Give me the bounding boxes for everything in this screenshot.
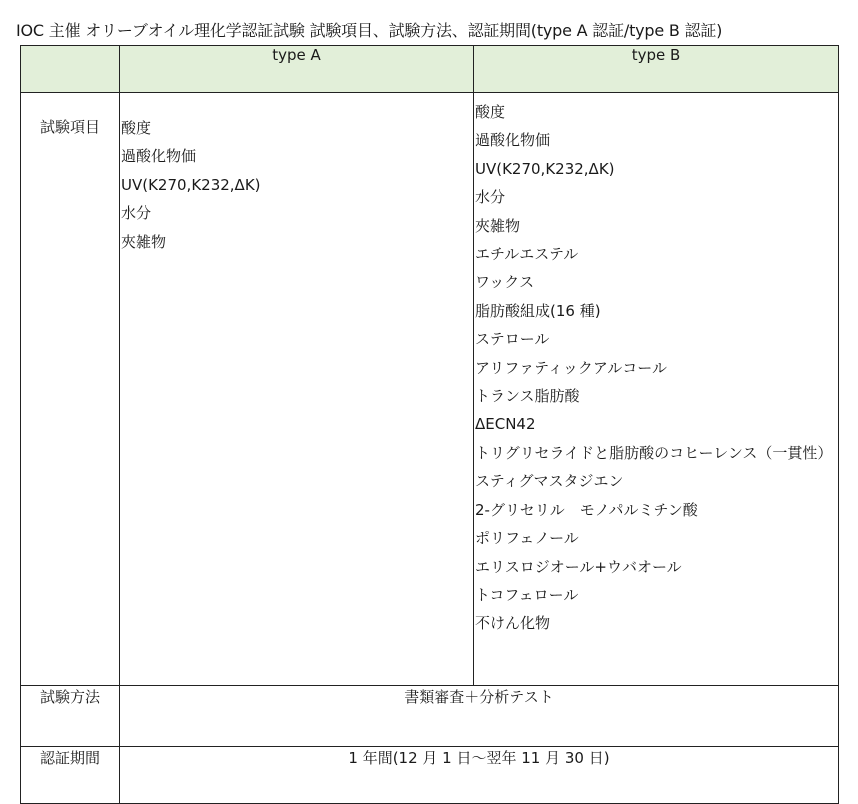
test-method-label: 試験方法 — [21, 686, 120, 747]
type-a-items-cell — [120, 93, 474, 686]
test-items-label: 試験項目 — [21, 93, 120, 686]
type-b-test-item: 2-グリセリル モノパルミチン酸 — [475, 500, 698, 519]
type-b-test-item: 水分 — [475, 188, 506, 207]
test-method-value: 書類審査＋分析テスト — [120, 686, 839, 747]
type-b-test-item: 脂肪酸組成(16 種) — [475, 301, 601, 320]
type-b-test-item: 酸度 — [475, 103, 506, 121]
type-a-test-item: 過酸化物価 — [121, 147, 197, 166]
type-b-test-item: トリグリセライドと脂肪酸のコヒーレンス（一貫性） — [475, 443, 833, 462]
type-a-test-item: 夾雑物 — [121, 232, 167, 251]
type-b-test-item: 過酸化物価 — [475, 131, 551, 150]
type-a-test-item: UV(K270,K232,ΔK) — [121, 175, 261, 194]
test-method-row — [21, 686, 839, 747]
certification-period-value: 1 年間(12 月 1 日～翌年 11 月 30 日) — [120, 747, 839, 804]
type-b-test-item: 夾雑物 — [475, 216, 521, 235]
type-b-test-item: 不けん化物 — [475, 614, 551, 633]
type-b-items-cell — [474, 93, 839, 686]
type-b-test-item: エリスロジオール+ウバオール — [475, 557, 682, 576]
test-items-row — [21, 93, 839, 686]
type-b-test-item: ステロール — [475, 330, 550, 349]
type-b-test-item: UV(K270,K232,ΔK) — [475, 159, 615, 178]
type-b-item-list — [474, 98, 838, 638]
type-b-test-item: トランス脂肪酸 — [475, 387, 580, 406]
type-b-test-item: アリファティックアルコール — [475, 358, 668, 377]
type-a-test-item: 酸度 — [121, 119, 152, 137]
certification-period-row — [21, 747, 839, 804]
header-row — [21, 46, 839, 93]
header-type-b: type B — [474, 46, 839, 93]
type-b-test-item: トコフェロール — [475, 585, 579, 604]
header-corner-cell — [21, 46, 120, 93]
type-a-test-item: 水分 — [121, 204, 152, 223]
type-b-test-item: ポリフェノール — [475, 529, 579, 548]
type-b-test-item: エチルエステル — [475, 245, 579, 264]
page-title: IOC 主催 オリーブオイル理化学認証試験 試験項目、試験方法、認証期間(type A 認証/type B 認証) — [16, 21, 723, 40]
type-a-item-list — [120, 114, 473, 256]
header-type-a: type A — [120, 46, 474, 93]
type-b-test-item: ΔECN42 — [475, 415, 536, 434]
type-b-test-item: ワックス — [475, 273, 535, 292]
certification-period-label: 認証期間 — [21, 747, 120, 804]
certification-table — [20, 45, 839, 804]
type-b-test-item: スティグマスタジエン — [475, 472, 624, 491]
